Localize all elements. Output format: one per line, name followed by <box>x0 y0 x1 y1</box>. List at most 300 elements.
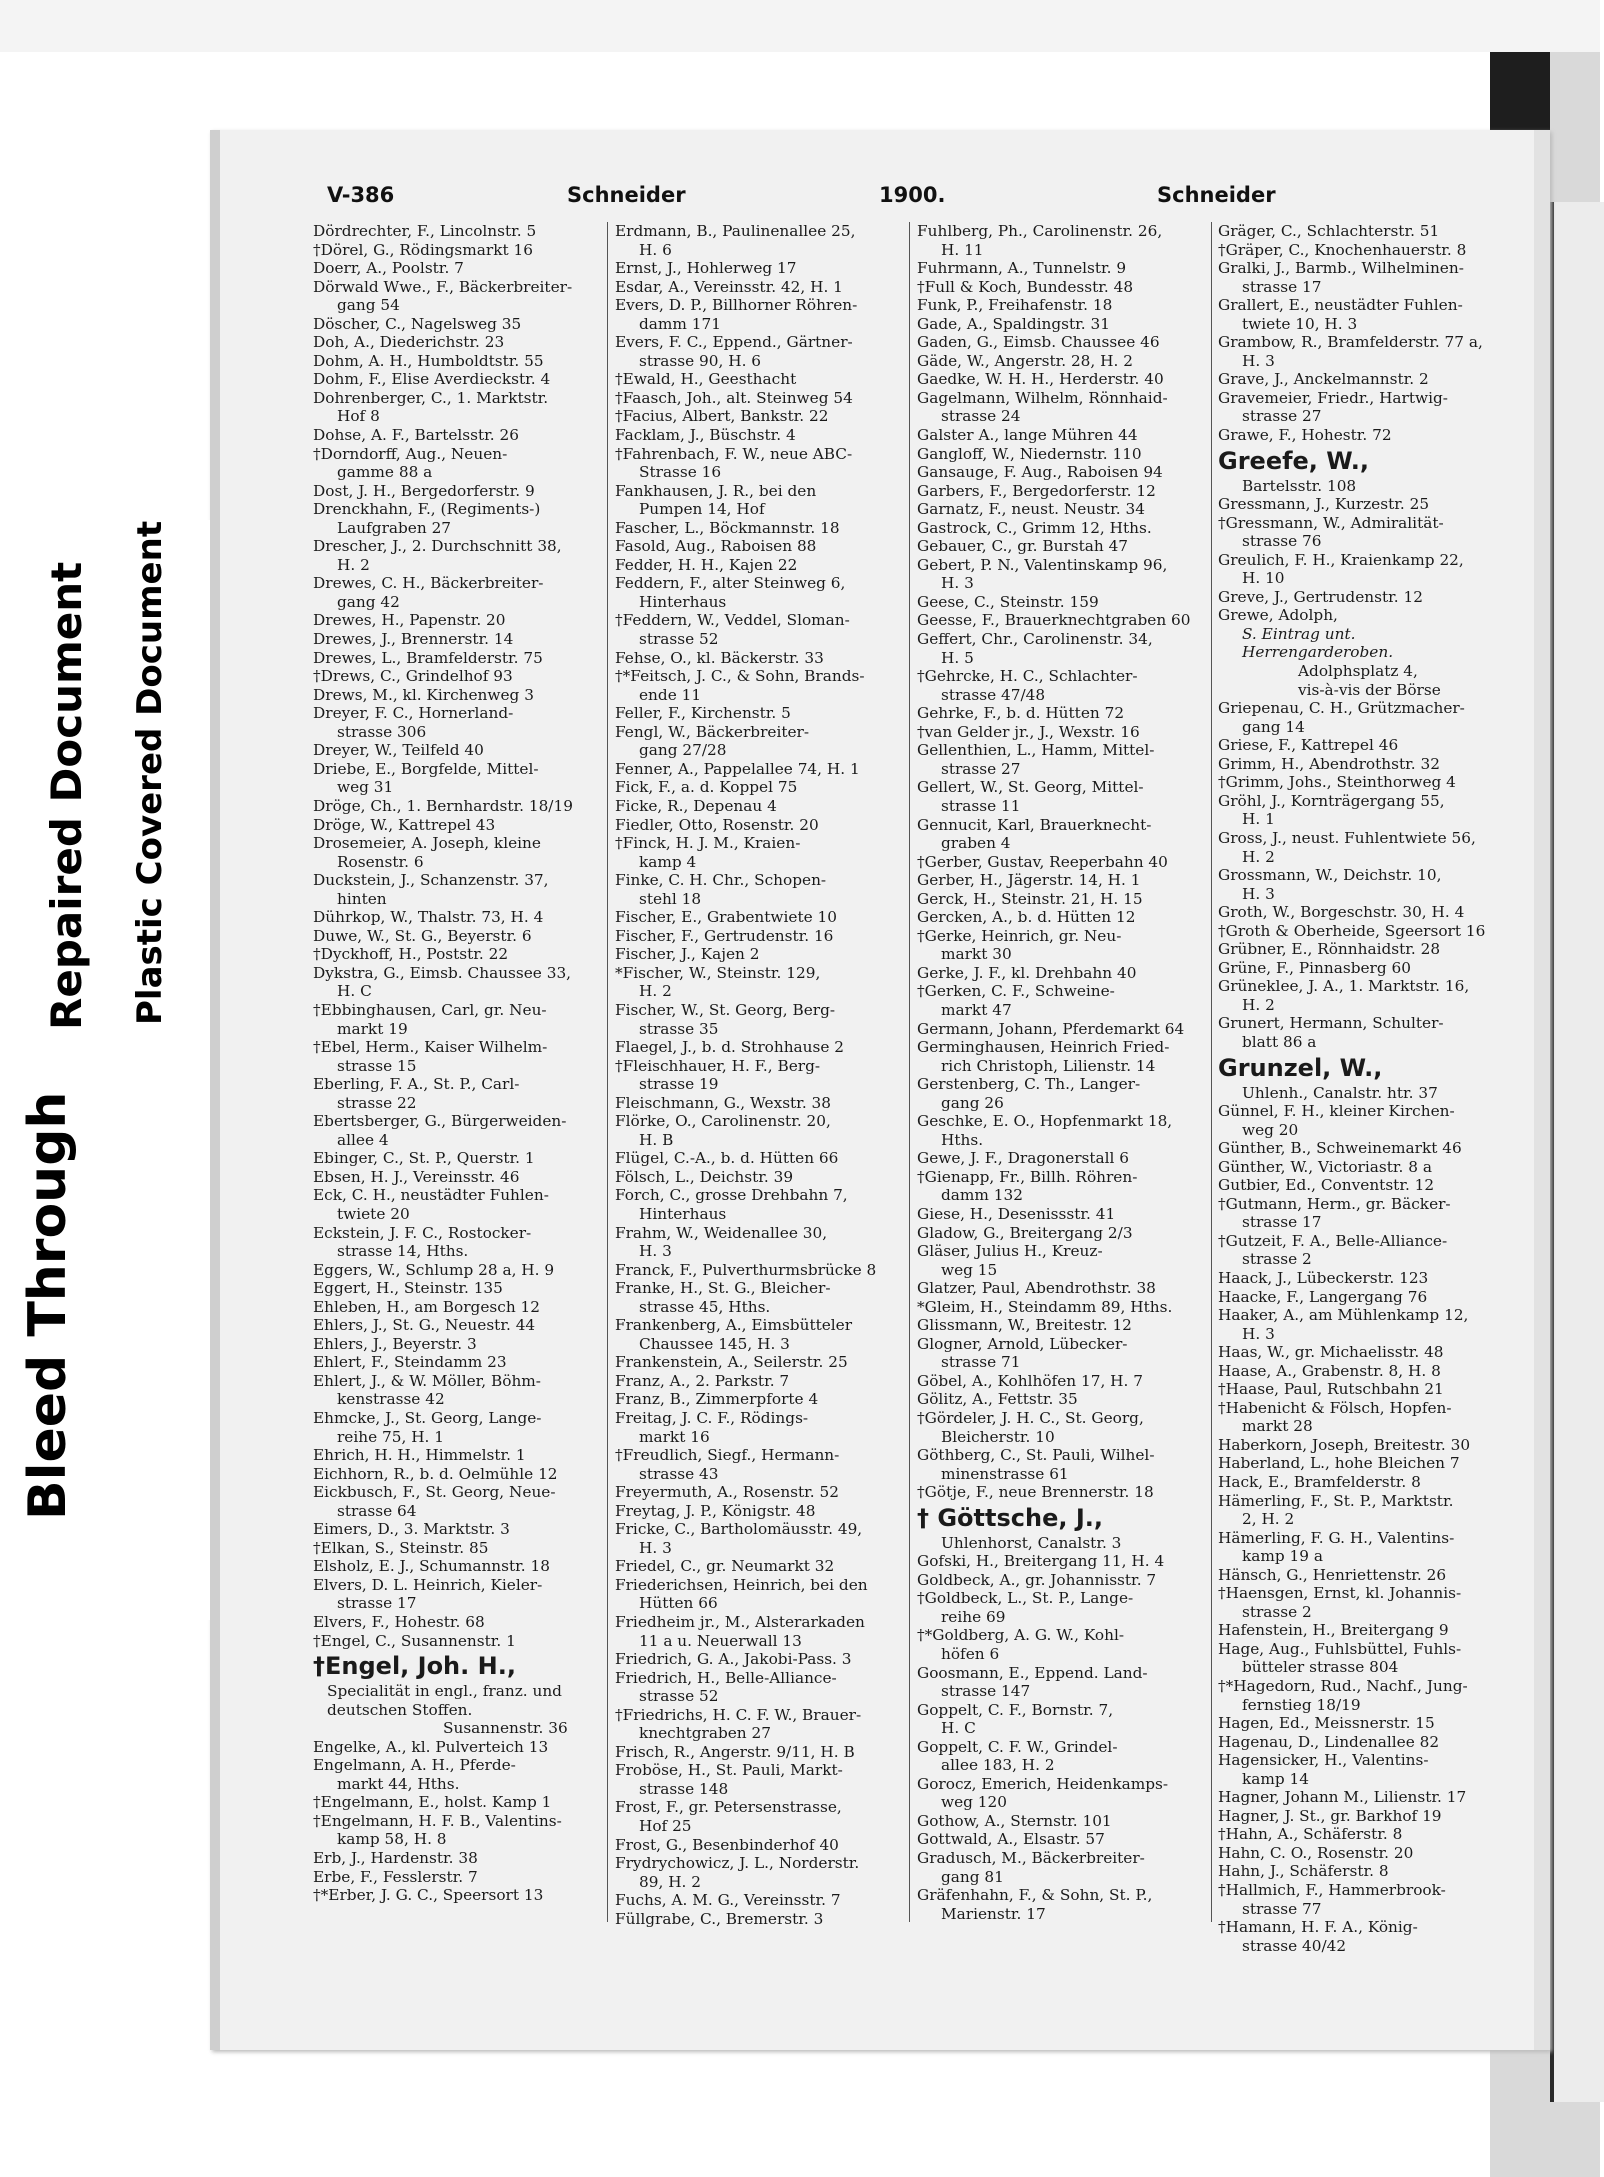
directory-entry-line: ende 11 <box>639 685 702 704</box>
column-divider <box>1211 222 1212 1922</box>
directory-entry-line: Frankenstein, A., Seilerstr. 25 <box>615 1353 848 1372</box>
directory-entry-line: Ebinger, C., St. P., Querstr. 1 <box>313 1149 535 1168</box>
directory-entry-line: reihe 69 <box>941 1607 1006 1626</box>
directory-entry-line: Gofski, H., Breitergang 11, H. 4 <box>917 1552 1165 1571</box>
directory-entry-line: Ehlers, J., St. G., Neuestr. 44 <box>313 1316 536 1335</box>
directory-column-2 <box>615 222 890 1928</box>
directory-entry-line: Eggert, H., Steinstr. 135 <box>313 1279 503 1298</box>
label-repaired-document: Repaired Document <box>42 561 91 1030</box>
label-bleed-through: Bleed Through <box>18 1091 78 1520</box>
directory-entry-line: Uhlenhorst, Canalstr. 3 <box>941 1533 1122 1552</box>
directory-entry-line: Hütten 66 <box>639 1594 718 1613</box>
directory-entry-line: Fuhlberg, Ph., Carolinenstr. 26, <box>917 222 1163 240</box>
directory-entry-line: Gladow, G., Breitergang 2/3 <box>917 1223 1133 1242</box>
directory-entry-line: gamme 88 a <box>337 463 433 482</box>
header-keyword-right: Schneider <box>1157 183 1276 207</box>
directory-entry-line: Elvers, F., Hohestr. 68 <box>313 1613 485 1632</box>
directory-entry-line: Goosmann, E., Eppend. Land- <box>917 1663 1148 1682</box>
directory-entry-line: *Fischer, W., Steinstr. 129, <box>615 963 821 982</box>
directory-entry-line: †Habenicht & Fölsch, Hopfen- <box>1218 1398 1452 1417</box>
directory-entry-line: Specialität in engl., franz. und <box>327 1682 562 1701</box>
directory-entry-line: H. 2 <box>1242 995 1275 1014</box>
directory-entry-line: Gerber, H., Jägerstr. 14, H. 1 <box>917 871 1141 890</box>
directory-entry-line: Fischer, W., St. Georg, Berg- <box>615 1000 836 1019</box>
directory-entry-line: H. 10 <box>1242 569 1285 588</box>
directory-entry-line: Geese, C., Steinstr. 159 <box>917 592 1099 611</box>
directory-entry-line: markt 44, Hths. <box>337 1774 460 1793</box>
page-header <box>327 183 1276 217</box>
directory-entry-line: Gröhl, J., Kornträgergang 55, <box>1218 791 1445 810</box>
header-year: 1900. <box>879 183 946 207</box>
directory-entry-line: Frydrychowicz, J. L., Norderstr. <box>615 1854 860 1873</box>
directory-entry-line: Engelke, A., kl. Pulverteich 13 <box>313 1737 549 1756</box>
directory-entry-line: Facklam, J., Büschstr. 4 <box>615 426 796 445</box>
directory-entry-line: Fleischmann, G., Wexstr. 38 <box>615 1093 832 1112</box>
directory-entry-line: Friederichsen, Heinrich, bei den <box>615 1575 868 1594</box>
directory-entry-line: weg 15 <box>941 1260 998 1279</box>
directory-entry-line: Drewes, C. H., Bäckerbreiter- <box>313 574 544 593</box>
directory-entry-line: Chaussee 145, H. 3 <box>639 1334 790 1353</box>
directory-entry-line: H. 1 <box>1242 810 1275 829</box>
directory-entry-line: Grewe, Adolph, <box>1218 606 1338 625</box>
directory-entry-line: †Elkan, S., Steinstr. 85 <box>313 1538 489 1557</box>
directory-entry-line: Ehlert, F., Steindamm 23 <box>313 1353 507 1372</box>
directory-entry-line: Grimm, H., Abendrothstr. 32 <box>1218 754 1440 773</box>
directory-entry-line: Franz, A., 2. Parkstr. 7 <box>615 1371 790 1390</box>
directory-entry-line: Germann, Johann, Pferdemarkt 64 <box>917 1019 1185 1038</box>
directory-entry-line: Ehleben, H., am Borgesch 12 <box>313 1297 541 1316</box>
directory-entry-line: †Ebel, Herm., Kaiser Wilhelm- <box>313 1038 548 1057</box>
directory-entry-line: Ehmcke, J., St. Georg, Lange- <box>313 1409 542 1427</box>
directory-entry-line: Goppelt, C. F. W., Grindel- <box>917 1737 1118 1756</box>
directory-entry-line: Hths. <box>941 1130 984 1149</box>
directory-entry-line: Duwe, W., St. G., Beyerstr. 6 <box>313 926 532 945</box>
directory-entry-line: strasse 148 <box>639 1779 729 1798</box>
directory-entry-line: 11 a u. Neuerwall 13 <box>639 1631 802 1650</box>
directory-entry-line: Gastrock, C., Grimm 12, Hths. <box>917 518 1152 537</box>
directory-entry-line: Laufgraben 27 <box>337 518 452 537</box>
directory-entry-line: Bartelsstr. 108 <box>1242 476 1357 495</box>
column-divider <box>607 222 608 1922</box>
directory-entry-line: Drewes, J., Brennerstr. 14 <box>313 630 514 649</box>
directory-entry-line: Gorocz, Emerich, Heidenkamps- <box>917 1774 1169 1793</box>
directory-entry-line: Fenner, A., Pappelallee 74, H. 1 <box>615 759 860 778</box>
adjacent-page-edge <box>1550 202 1604 2102</box>
directory-entry-line: Forch, C., grosse Drehbahn 7, <box>615 1186 848 1205</box>
directory-entry-line: Engelmann, A. H., Pferde- <box>313 1756 516 1775</box>
directory-entry-line: rich Christoph, Lilienstr. 14 <box>941 1056 1156 1075</box>
directory-entry-line: strasse 147 <box>941 1682 1031 1701</box>
directory-entry-line: strasse 2 <box>1242 1250 1312 1269</box>
directory-entry-line: Fasold, Aug., Raboisen 88 <box>615 537 817 556</box>
directory-entry-line: fernstieg 18/19 <box>1242 1695 1361 1714</box>
directory-entry-line: Drenckhahn, F., (Regiments-) <box>313 500 541 519</box>
directory-entry-line: Hagner, J. St., gr. Barkhof 19 <box>1218 1806 1442 1825</box>
directory-entry-line: Germinghausen, Heinrich Fried- <box>917 1038 1170 1057</box>
directory-entry-line: Drewes, H., Papenstr. 20 <box>313 611 506 630</box>
directory-entry-line: †*Goldberg, A. G. W., Kohl- <box>917 1626 1125 1645</box>
directory-entry-line: Hof 8 <box>337 407 380 426</box>
directory-entry-line: kenstrasse 42 <box>337 1390 445 1409</box>
directory-entry-line: Drosemeier, A. Joseph, kleine <box>313 834 541 853</box>
directory-entry-line: H. 3 <box>1242 351 1275 370</box>
directory-entry-line: Göbel, A., Kohlhöfen 17, H. 7 <box>917 1371 1143 1390</box>
directory-entry-line: Günnel, F. H., kleiner Kirchen- <box>1218 1102 1455 1121</box>
directory-entry-line: strasse 17 <box>1242 277 1322 296</box>
directory-entry-line: †Freudlich, Siegf., Hermann- <box>615 1446 840 1465</box>
directory-entry-line: Frisch, R., Angerstr. 9/11, H. B <box>615 1742 855 1761</box>
directory-entry-line: H. 3 <box>639 1538 672 1557</box>
directory-entry-line: Finke, C. H. Chr., Schopen- <box>615 871 827 890</box>
directory-entry-line: Ernst, J., Hohlerweg 17 <box>615 259 797 278</box>
directory-entry-line: †Gerber, Gustav, Reeperbahn 40 <box>917 852 1168 871</box>
directory-entry-line: Haase, A., Grabenstr. 8, H. 8 <box>1218 1361 1441 1380</box>
directory-entry-line: Göthberg, C., St. Pauli, Wilhel- <box>917 1446 1155 1465</box>
directory-entry-line: Gräfenhahn, F., & Sohn, St. P., <box>917 1886 1153 1905</box>
directory-entry-line: †Dyckhoff, H., Poststr. 22 <box>313 945 509 964</box>
directory-entry-line: †Dörel, G., Rödingsmarkt 16 <box>313 240 533 259</box>
directory-entry-line: Geffert, Chr., Carolinenstr. 34, <box>917 630 1153 649</box>
directory-entry-line: bütteler strasse 804 <box>1242 1658 1399 1677</box>
directory-entry-line: Adolphsplatz 4, <box>1298 662 1418 681</box>
directory-entry-line: minenstrasse 61 <box>941 1464 1069 1483</box>
directory-entry-line: Grallert, E., neustädter Fuhlen- <box>1218 296 1463 315</box>
directory-entry-line: Gradusch, M., Bäckerbreiter- <box>917 1849 1145 1868</box>
directory-entry-line: H. 3 <box>941 574 974 593</box>
directory-entry-line: Hagensicker, H., Valentins- <box>1218 1751 1429 1770</box>
directory-entry-line: Hinterhaus <box>639 592 727 611</box>
directory-entry-line: Flaegel, J., b. d. Strohhause 2 <box>615 1038 845 1057</box>
directory-entry-line: †Hahn, A., Schäferstr. 8 <box>1218 1825 1403 1844</box>
directory-entry-line: Fuchs, A. M. G., Vereinsstr. 7 <box>615 1891 841 1910</box>
directory-entry-line: †Engelmann, E., holst. Kamp 1 <box>313 1793 552 1812</box>
page-number: V-386 <box>327 183 395 207</box>
directory-entry-line: Grunert, Hermann, Schulter- <box>1218 1014 1444 1033</box>
directory-entry-line: †Engelmann, H. F. B., Valentins- <box>313 1811 562 1830</box>
directory-entry-line: †Gienapp, Fr., Billh. Röhren- <box>917 1167 1138 1186</box>
directory-entry-line: Gottwald, A., Elsastr. 57 <box>917 1830 1105 1849</box>
directory-entry-line: Hämerling, F., St. P., Marktstr. <box>1218 1491 1454 1510</box>
directory-entry-line: twiete 10, H. 3 <box>1242 314 1358 333</box>
directory-entry-line: Gläser, Julius H., Kreuz- <box>917 1242 1103 1261</box>
directory-entry-line: † Göttsche, J., <box>917 1503 1103 1532</box>
directory-entry-line: †Haensgen, Ernst, kl. Johannis- <box>1218 1584 1462 1603</box>
directory-entry-line: †Haase, Paul, Rutschbahn 21 <box>1218 1380 1444 1399</box>
directory-entry-line: Eggers, W., Schlump 28 a, H. 9 <box>313 1260 555 1279</box>
directory-entry-line: †Feddern, W., Veddel, Sloman- <box>615 611 850 630</box>
directory-entry-line: Fengl, W., Bäckerbreiter- <box>615 722 810 741</box>
directory-entry-line: markt 19 <box>337 1019 408 1038</box>
directory-entry-line: H. B <box>639 1130 674 1149</box>
directory-entry-line: Geesse, F., Brauerknechtgraben 60 <box>917 611 1191 630</box>
directory-entry-line: Flügel, C.-A., b. d. Hütten 66 <box>615 1149 839 1168</box>
directory-entry-line: Grossmann, W., Deichstr. 10, <box>1218 866 1442 885</box>
directory-entry-line: Grüne, F., Pinnasberg 60 <box>1218 958 1411 977</box>
directory-entry-line: allee 4 <box>337 1130 389 1149</box>
directory-entry-line: Marienstr. 17 <box>941 1904 1046 1923</box>
directory-entry-line: Frost, G., Besenbinderhof 40 <box>615 1835 839 1854</box>
directory-entry-line: H. 3 <box>639 1242 672 1261</box>
directory-entry-line: markt 28 <box>1242 1417 1313 1436</box>
directory-entry-line: Strasse 16 <box>639 463 722 482</box>
directory-entry-line: H. C <box>337 982 372 1001</box>
directory-entry-line: Greulich, F. H., Kraienkamp 22, <box>1218 550 1464 569</box>
directory-entry-line: Elsholz, E. J., Schumannstr. 18 <box>313 1557 550 1576</box>
directory-entry-line: Grunzel, W., <box>1218 1053 1383 1082</box>
directory-entry-line: Dohm, F., Elise Averdieckstr. 4 <box>313 370 551 389</box>
directory-entry-line: Evers, D. P., Billhorner Röhren- <box>615 296 858 315</box>
directory-entry-line: Fehse, O., kl. Bäckerstr. 33 <box>615 648 824 667</box>
directory-entry-line: Frost, F., gr. Petersenstrasse, <box>615 1798 842 1817</box>
directory-entry-line: Drescher, J., 2. Durchschnitt 38, <box>313 537 562 556</box>
directory-entry-line: Gräger, C., Schlachterstr. 51 <box>1218 222 1440 240</box>
scan-top-strip <box>0 0 1600 52</box>
directory-entry-line: Hagenau, D., Lindenallee 82 <box>1218 1732 1440 1751</box>
directory-entry-line: damm 132 <box>941 1186 1023 1205</box>
directory-entry-line: Hage, Aug., Fuhlsbüttel, Fuhls- <box>1218 1639 1462 1658</box>
directory-entry-line: †*Feitsch, J. C., & Sohn, Brands- <box>615 667 865 686</box>
directory-entry-line: Friedel, C., gr. Neumarkt 32 <box>615 1557 835 1576</box>
directory-entry-line: Gölitz, A., Fettstr. 35 <box>917 1390 1078 1409</box>
column-divider <box>909 222 910 1922</box>
directory-entry-line: †Gräper, C., Knochenhauerstr. 8 <box>1218 240 1467 259</box>
directory-entry-line: Freyermuth, A., Rosenstr. 52 <box>615 1483 840 1502</box>
directory-entry-line: Gade, A., Spaldingstr. 31 <box>917 314 1110 333</box>
directory-entry-line: Gerke, J. F., kl. Drehbahn 40 <box>917 963 1137 982</box>
directory-entry-line: Gellenthien, L., Hamm, Mittel- <box>917 741 1155 760</box>
directory-entry-line: Ficke, R., Depenau 4 <box>615 796 777 815</box>
directory-entry-line: Ehrich, H. H., Himmelstr. 1 <box>313 1446 526 1465</box>
directory-entry-line: Ebsen, H. J., Vereinsstr. 46 <box>313 1167 520 1186</box>
directory-entry-line: Fischer, F., Gertrudenstr. 16 <box>615 926 834 945</box>
directory-entry-line: Grawe, F., Hohestr. 72 <box>1218 426 1392 445</box>
directory-entry-line: Haberland, L., hohe Bleichen 7 <box>1218 1454 1460 1473</box>
directory-entry-line: Rosenstr. 6 <box>337 852 424 871</box>
directory-entry-line: deutschen Stoffen. <box>327 1700 473 1719</box>
directory-entry-line: Gennucit, Karl, Brauerknecht- <box>917 815 1152 834</box>
directory-entry-line: Fascher, L., Böckmannstr. 18 <box>615 518 840 537</box>
directory-entry-line: Dörwald Wwe., F., Bäckerbreiter- <box>313 277 573 296</box>
directory-entry-line: Fick, F., a. d. Koppel 75 <box>615 778 798 797</box>
directory-entry-line: gang 26 <box>941 1093 1004 1112</box>
directory-entry-line: gang 27/28 <box>639 741 727 760</box>
directory-entry-line: Funk, P., Freihafenstr. 18 <box>917 296 1113 315</box>
directory-entry-line: Gangloff, W., Niedernstr. 110 <box>917 444 1142 463</box>
directory-entry-line: Friedheim jr., M., Alsterarkaden <box>615 1613 865 1632</box>
directory-entry-line: Dördrechter, F., Lincolnstr. 5 <box>313 222 537 240</box>
directory-entry-line: Gaden, G., Eimsb. Chaussee 46 <box>917 333 1160 352</box>
directory-entry-line: Geschke, E. O., Hopfenmarkt 18, <box>917 1112 1173 1131</box>
directory-entry-line: Günther, W., Victoriastr. 8 a <box>1218 1157 1432 1176</box>
directory-entry-line: Dohse, A. F., Bartelsstr. 26 <box>313 426 519 445</box>
directory-entry-line: Gothow, A., Sternstr. 101 <box>917 1811 1112 1830</box>
directory-entry-line: Erbe, F., Fesslerstr. 7 <box>313 1867 478 1886</box>
directory-entry-line: Garnatz, F., neust. Neustr. 34 <box>917 500 1145 519</box>
directory-entry-line: Elvers, D. L. Heinrich, Kieler- <box>313 1575 543 1594</box>
directory-entry-line: strasse 40/42 <box>1242 1936 1347 1955</box>
directory-entry-line: Eckstein, J. F. C., Rostocker- <box>313 1223 532 1242</box>
directory-entry-line: Gravemeier, Friedr., Hartwig- <box>1218 388 1448 407</box>
directory-entry-line: Hof 25 <box>639 1817 692 1836</box>
directory-entry-line: †Fahrenbach, F. W., neue ABC- <box>615 444 853 463</box>
directory-entry-line: †Gutmann, Herm., gr. Bäcker- <box>1218 1194 1451 1213</box>
directory-entry-line: Flörke, O., Carolinenstr. 20, <box>615 1112 831 1131</box>
directory-entry-line: strasse 47/48 <box>941 685 1046 704</box>
directory-entry-line: Fiedler, Otto, Rosenstr. 20 <box>615 815 819 834</box>
directory-entry-line: kamp 58, H. 8 <box>337 1830 447 1849</box>
directory-entry-line: Füllgrabe, C., Bremerstr. 3 <box>615 1909 824 1928</box>
directory-entry-line: gang 81 <box>941 1867 1004 1886</box>
directory-entry-line: Ebertsberger, G., Bürgerweiden- <box>313 1112 567 1131</box>
directory-entry-line: kamp 14 <box>1242 1769 1310 1788</box>
directory-entry-line: Gralki, J., Barmb., Wilhelminen- <box>1218 259 1464 278</box>
directory-entry-line: Gehrke, F., b. d. Hütten 72 <box>917 704 1125 723</box>
directory-entry-line: Hämerling, F. G. H., Valentins- <box>1218 1528 1455 1547</box>
directory-entry-line: Erdmann, B., Paulinenallee 25, <box>615 222 856 240</box>
directory-entry-line: 89, H. 2 <box>639 1872 701 1891</box>
directory-entry-line: †Faasch, Joh., alt. Steinweg 54 <box>615 388 853 407</box>
directory-entry-line: Drewes, L., Bramfelderstr. 75 <box>313 648 543 667</box>
directory-entry-line: strasse 17 <box>337 1594 417 1613</box>
directory-entry-line: gang 14 <box>1242 717 1305 736</box>
directory-entry-line: Gellert, W., St. Georg, Mittel- <box>917 778 1144 797</box>
directory-entry-line: Fölsch, L., Deichstr. 39 <box>615 1167 794 1186</box>
directory-entry-line: Eichhorn, R., b. d. Oelmühle 12 <box>313 1464 558 1483</box>
directory-entry-line: †Full & Koch, Bundesstr. 48 <box>917 277 1134 296</box>
directory-entry-line: Glogner, Arnold, Lübecker- <box>917 1334 1128 1353</box>
directory-entry-line: Fischer, E., Grabentwiete 10 <box>615 908 837 927</box>
directory-entry-line: Hagner, Johann M., Lilienstr. 17 <box>1218 1788 1467 1807</box>
directory-entry-line: †Grimm, Johs., Steinthorweg 4 <box>1218 773 1456 792</box>
directory-entry-line: †Groth & Oberheide, Sgeersort 16 <box>1218 921 1486 940</box>
directory-entry-line: Feller, F., Kirchenstr. 5 <box>615 704 791 723</box>
directory-entry-line: Dreyer, W., Teilfeld 40 <box>313 741 484 760</box>
directory-entry-line: H. 2 <box>639 982 672 1001</box>
directory-entry-line: Hack, E., Bramfelderstr. 8 <box>1218 1473 1421 1491</box>
directory-entry-line: reihe 75, H. 1 <box>337 1427 445 1446</box>
directory-entry-line: Grambow, R., Bramfelderstr. 77 a, <box>1218 333 1483 352</box>
directory-entry-line: Glissmann, W., Breitestr. 12 <box>917 1316 1132 1335</box>
directory-entry-line: †Gehrcke, H. C., Schlachter- <box>917 667 1138 686</box>
directory-entry-line: Franz, B., Zimmerpforte 4 <box>615 1390 819 1409</box>
directory-column-3 <box>917 222 1192 1922</box>
label-plastic-covered: Plastic Covered Document <box>130 520 170 1025</box>
directory-entry-line: allee 183, H. 2 <box>941 1756 1055 1775</box>
directory-entry-line: H. 3 <box>1242 884 1275 903</box>
directory-entry-line: Glatzer, Paul, Abendrothstr. 38 <box>917 1279 1156 1298</box>
directory-entry-line: H. 2 <box>337 555 370 574</box>
directory-entry-line: Galster A., lange Mühren 44 <box>917 426 1138 445</box>
directory-entry-line: Haas, W., gr. Michaelisstr. 48 <box>1218 1343 1444 1362</box>
directory-entry-line: strasse 17 <box>1242 1213 1322 1232</box>
directory-entry-line: Pumpen 14, Hof <box>639 500 765 519</box>
directory-entry-line: †*Erber, J. G. C., Speersort 13 <box>313 1886 544 1905</box>
directory-entry-line: Franck, F., Pulverthurmsbrücke 8 <box>615 1260 877 1279</box>
directory-entry-line: Franke, H., St. G., Bleicher- <box>615 1279 831 1298</box>
directory-entry-line: Hagen, Ed., Meissnerstr. 15 <box>1218 1714 1435 1733</box>
directory-entry-line: Doh, A., Diederichstr. 23 <box>313 333 505 352</box>
directory-entry-line: Frankenberg, A., Eimsbütteler <box>615 1316 853 1335</box>
directory-entry-line: H. 3 <box>1242 1324 1275 1343</box>
directory-entry-line: H. 2 <box>1242 847 1275 866</box>
directory-entry-line: Gressmann, J., Kurzestr. 25 <box>1218 495 1430 514</box>
directory-entry-line: Doerr, A., Poolstr. 7 <box>313 259 464 278</box>
directory-entry-line: H. 11 <box>941 240 984 259</box>
directory-entry-line: strasse 306 <box>337 722 427 741</box>
directory-entry-line: Grave, J., Anckelmannstr. 2 <box>1218 370 1429 389</box>
directory-entry-line: Bleicherstr. 10 <box>941 1427 1055 1446</box>
directory-entry-line: strasse 24 <box>941 407 1021 426</box>
directory-entry-line: Gansauge, F. Aug., Raboisen 94 <box>917 463 1163 482</box>
directory-entry-line: †Facius, Albert, Bankstr. 22 <box>615 407 829 426</box>
directory-entry-line: markt 30 <box>941 945 1012 964</box>
directory-entry-line: †Götje, F., neue Brennerstr. 18 <box>917 1483 1154 1502</box>
directory-entry-line: Fricke, C., Bartholomäusstr. 49, <box>615 1520 863 1539</box>
directory-entry-line: Ehlers, J., Beyerstr. 3 <box>313 1334 477 1353</box>
directory-entry-line: Duckstein, J., Schanzenstr. 37, <box>313 871 549 890</box>
directory-entry-line: †Gressmann, W., Admiralität- <box>1218 513 1444 532</box>
directory-entry-line: graben 4 <box>941 834 1011 853</box>
directory-column-1 <box>313 222 588 1922</box>
directory-entry-line: Goldbeck, A., gr. Johannisstr. 7 <box>917 1570 1157 1589</box>
directory-entry-line: strasse 71 <box>941 1353 1021 1372</box>
directory-entry-line: H. 6 <box>639 240 672 259</box>
directory-column-4 <box>1218 222 1493 1955</box>
directory-entry-line: Freytag, J. P., Königstr. 48 <box>615 1501 816 1520</box>
directory-entry-line: Gaedke, W. H. H., Herderstr. 40 <box>917 370 1164 389</box>
directory-entry-line: Esdar, A., Vereinsstr. 42, H. 1 <box>615 277 843 296</box>
directory-entry-line: Haack, J., Lübeckerstr. 123 <box>1218 1268 1429 1287</box>
directory-entry-line: †Friedrichs, H. C. F. W., Brauer- <box>615 1705 862 1724</box>
directory-entry-line: vis-à-vis der Börse <box>1298 680 1441 699</box>
directory-entry-line: kamp 4 <box>639 852 697 871</box>
directory-entry-line: Eberling, F. A., St. P., Carl- <box>313 1075 520 1094</box>
header-keyword-left: Schneider <box>567 183 686 207</box>
directory-entry-line: Greve, J., Gertrudenstr. 12 <box>1218 587 1423 606</box>
directory-entry-line: †Gerken, C. F., Schweine- <box>917 982 1115 1001</box>
directory-entry-line: Greefe, W., <box>1218 446 1370 475</box>
directory-entry-line: Gäde, W., Angerstr. 28, H. 2 <box>917 351 1133 370</box>
directory-entry-line: Fischer, J., Kajen 2 <box>615 945 760 964</box>
directory-entry-line: strasse 27 <box>941 759 1021 778</box>
directory-entry-line: twiete 20 <box>337 1204 410 1223</box>
directory-entry-line: Fedder, H. H., Kajen 22 <box>615 555 798 574</box>
directory-entry-line: kamp 19 a <box>1242 1547 1323 1566</box>
directory-entry-line: Günther, B., Schweinemarkt 46 <box>1218 1139 1462 1158</box>
directory-entry-line: Ehlert, J., & W. Möller, Böhm- <box>313 1371 541 1390</box>
directory-entry-line: †Gutzeit, F. A., Belle-Alliance- <box>1218 1231 1448 1250</box>
page-spine <box>1534 130 1550 2050</box>
directory-entry-line: Dührkop, W., Thalstr. 73, H. 4 <box>313 908 544 927</box>
directory-entry-line: S. Eintrag unt. Herrengarderoben. <box>1242 624 1394 662</box>
directory-entry-line: weg 31 <box>337 778 394 797</box>
directory-entry-line: Frahm, W., Weidenallee 30, <box>615 1223 828 1242</box>
directory-entry-line: †*Hagedorn, Rud., Nachf., Jung- <box>1218 1677 1468 1696</box>
directory-entry-line: strasse 11 <box>941 796 1021 815</box>
directory-entry-line: Gebert, P. N., Valentinskamp 96, <box>917 555 1168 574</box>
directory-entry-line: †Engel, C., Susannenstr. 1 <box>313 1631 516 1650</box>
directory-entry-line: †Finck, H. J. M., Kraien- <box>615 834 801 853</box>
directory-entry-line: †Engel, Joh. H., <box>313 1652 516 1681</box>
directory-entry-line: strasse 14, Hths. <box>337 1242 469 1261</box>
directory-entry-line: Gross, J., neust. Fuhlentwiete 56, <box>1218 828 1476 847</box>
directory-entry-line: Dröge, W., Kattrepel 43 <box>313 815 496 834</box>
directory-entry-line: Eimers, D., 3. Marktstr. 3 <box>313 1520 510 1539</box>
directory-entry-line: höfen 6 <box>941 1645 1000 1664</box>
directory-entry-line: †Fleischhauer, H. F., Berg- <box>615 1056 821 1075</box>
directory-entry-line: strasse 52 <box>639 630 719 649</box>
directory-entry-line: Haacke, F., Langergang 76 <box>1218 1287 1428 1306</box>
